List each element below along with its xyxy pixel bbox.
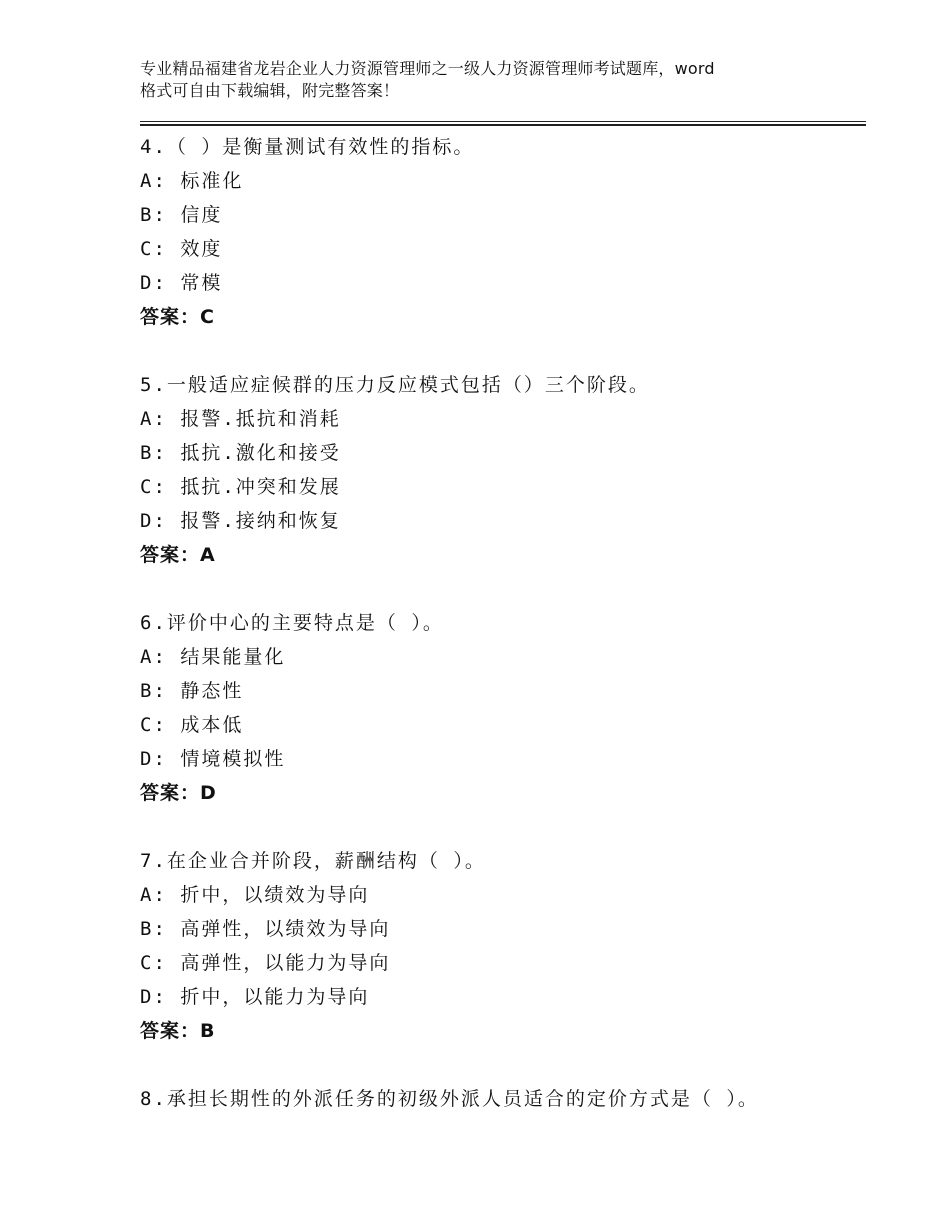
question-6 — [140, 606, 860, 810]
option-c: C: 效度 — [140, 238, 223, 260]
question-7 — [140, 844, 860, 1048]
answer-label: 答案：A — [140, 544, 216, 566]
answer-label: 答案：D — [140, 782, 217, 804]
question-text: 8.承担长期性的外派任务的初级外派人员适合的定价方式是（ ）。 — [140, 1088, 759, 1110]
document-header — [140, 58, 820, 102]
header-line-2: 格式可自由下载编辑，附完整答案！ — [140, 81, 400, 100]
option-c: C: 成本低 — [140, 714, 244, 736]
option-b: B: 信度 — [140, 204, 223, 226]
question-5 — [140, 368, 860, 572]
option-b: B: 抵抗.激化和接受 — [140, 442, 341, 464]
option-a: A: 标准化 — [140, 170, 244, 192]
question-text: 7.在企业合并阶段，薪酬结构（ ）。 — [140, 850, 486, 872]
option-b: B: 高弹性，以绩效为导向 — [140, 918, 391, 940]
question-4 — [140, 130, 860, 334]
header-divider-thin — [140, 121, 866, 122]
question-list — [140, 130, 860, 1150]
answer-label: 答案：B — [140, 1020, 216, 1042]
answer-label: 答案：C — [140, 306, 215, 328]
header-divider-thick — [140, 124, 866, 126]
option-c: C: 抵抗.冲突和发展 — [140, 476, 341, 498]
option-a: A: 折中，以绩效为导向 — [140, 884, 370, 906]
question-text: 6.评价中心的主要特点是（ ）。 — [140, 612, 444, 634]
option-d: D: 常模 — [140, 272, 223, 294]
option-a: A: 结果能量化 — [140, 646, 286, 668]
question-8 — [140, 1082, 860, 1116]
option-d: D: 折中，以能力为导向 — [140, 986, 370, 1008]
option-c: C: 高弹性，以能力为导向 — [140, 952, 391, 974]
option-d: D: 情境模拟性 — [140, 748, 286, 770]
question-text: 4.（ ）是衡量测试有效性的指标。 — [140, 136, 475, 158]
question-text: 5.一般适应症候群的压力反应模式包括（）三个阶段。 — [140, 374, 650, 396]
option-b: B: 静态性 — [140, 680, 244, 702]
option-a: A: 报警.抵抗和消耗 — [140, 408, 341, 430]
option-d: D: 报警.接纳和恢复 — [140, 510, 341, 532]
header-line-1: 专业精品福建省龙岩企业人力资源管理师之一级人力资源管理师考试题库，word — [140, 59, 715, 78]
